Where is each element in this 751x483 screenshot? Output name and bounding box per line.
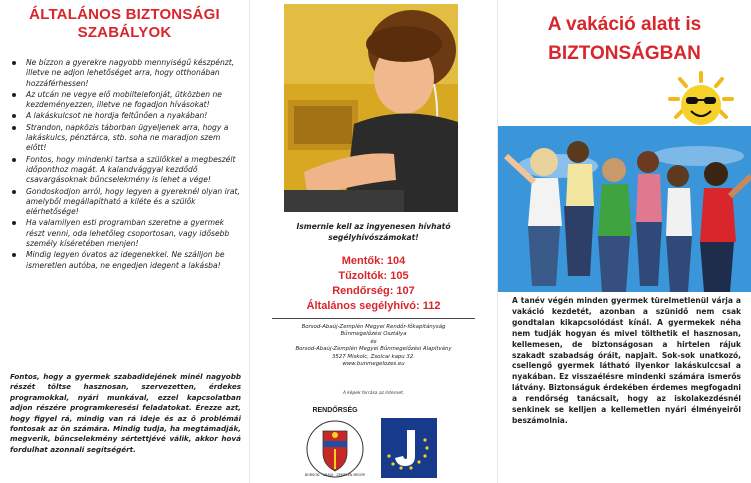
image-credit: A képek forrása az Internet. bbox=[342, 391, 405, 396]
list-item bbox=[10, 90, 241, 111]
vacation-title-line2: BIZTONSÁGBAN bbox=[548, 43, 701, 64]
bullet-icon bbox=[12, 126, 16, 130]
ambulance-number: Mentők: 104 bbox=[341, 255, 406, 267]
parent-advice-paragraph: Fontos, hogy a gyermek szabadidejének minél nagyobb részét töltse hasznosan, szervezetten, érdekes programokkal, nyári munkával, ezzel kapcsolatban adjon részére programkeresési feladatokat. Érezze azt, hogy figyel rá, mindig van rá ideje és az ő problémái fontosak az ön számára. Mindig tudja, ha megtámadják, megverik, bűncselekmény sértettjévé válik, akkor hová fordulhat azonnali segítségért. bbox=[10, 372, 241, 454]
list-item bbox=[10, 58, 241, 89]
emergency-notice-line1: Ismernie kell az ingyenesen hívható bbox=[296, 222, 451, 231]
org-line: Borsod-Abaúj-Zemplén Megyei Rendőr-főkapitányság bbox=[301, 324, 446, 330]
safety-rules-title-line2: SZABÁLYOK bbox=[77, 24, 172, 41]
safety-rules-title bbox=[0, 0, 249, 42]
org-line: Borsod-Abaúj-Zemplén Megyei Bűnmegelőzési Alapítvány bbox=[295, 346, 452, 353]
general-emergency-number: Általános segélyhívó: 112 bbox=[306, 300, 441, 312]
list-item bbox=[10, 155, 241, 186]
safety-rules-list bbox=[0, 42, 249, 271]
jumping-kids-photo bbox=[498, 126, 751, 292]
bullet-icon bbox=[12, 61, 16, 65]
list-item bbox=[10, 250, 241, 271]
rule-text: Gondoskodjon arról, hogy legyen a gyereknél olyan irat, amelyből megállapítható a kiléte és a szülők elérhetősége! bbox=[26, 186, 240, 217]
website-link[interactable]: www.bunmegelozes.eu bbox=[342, 361, 405, 368]
eu-foundation-logo-icon bbox=[381, 418, 437, 478]
bullet-icon bbox=[12, 158, 16, 162]
boy-at-computer-illustration bbox=[284, 4, 458, 212]
jumping-kids-illustration bbox=[498, 126, 751, 292]
list-item bbox=[10, 187, 241, 218]
list-item bbox=[10, 111, 241, 121]
middle-panel bbox=[250, 0, 498, 483]
police-label: RENDŐRSÉG bbox=[312, 407, 358, 414]
smiling-sun-icon bbox=[666, 71, 736, 129]
rule-text: Ne bízzon a gyerekre nagyobb mennyiségű készpénzt, illetve ne adjon lehetőséget arra, hogy otthonában hozzáférhessen! bbox=[26, 58, 235, 88]
rule-text: Fontos, hogy mindenki tartsa a szülőkkel a megbeszélt időponthoz magát. A kalandvággyal kezdődő csavargásoknak bűncselekmény is lehet a vége! bbox=[26, 154, 236, 185]
emergency-numbers bbox=[250, 254, 497, 314]
vacation-title bbox=[498, 10, 751, 68]
left-panel bbox=[0, 0, 250, 483]
bullet-icon bbox=[12, 93, 16, 97]
bullet-icon bbox=[12, 253, 16, 257]
organization-info bbox=[254, 324, 493, 368]
divider bbox=[272, 318, 475, 319]
rule-text: Ha valamilyen esti programban szeretne a gyermek részt venni, oda lehetőleg csoportosan, vagy idősebb személy kíséretében menjen! bbox=[26, 218, 230, 249]
crest-text: BORSOD · ABAÚJ · ZEMPLÉN MEGYE bbox=[305, 473, 365, 477]
emergency-notice-line2: segélyhívószámokat! bbox=[328, 232, 419, 242]
bullet-icon bbox=[12, 221, 16, 225]
county-crest-icon bbox=[305, 419, 365, 479]
rule-text: A lakáskulcsot ne hordja feltűnően a nyakában! bbox=[26, 111, 208, 121]
rule-text: Az utcán ne vegye elő mobiltelefonját, ütközben ne kezdeményezzen, illetve ne fogadjon hívásokat! bbox=[26, 89, 222, 110]
rule-text: Strandon, napközis táborban ügyeljenek arra, hogy a lakáskulcs, pénztárca, stb. soha ne maradjon szem előtt! bbox=[26, 122, 229, 153]
vacation-body-text: A tanév végén minden gyermek türelmetlenül várja a vakáció kezdetét, azonban a szünidő nem csak gondtalan kikapcsolódást kínál. A gyermekek néha nem tudják hogyan és mivel tölthetik el hasznosan, kellemesen, de biztonságosan a hirtelen rájuk szakadt szabadság óráit, napjait. Sok-sok unatkozó, csellengő gyermek látható ilyenkor lakáskulccsal a nyakában. Ez visszaélésre mindenki számára ismerős látvány. Biztonságuk érdekében érdemes megfogadni a rendőrség tanácsait, hogy az iskolakezdésnél senkinek se kelljen a kellemetlen nyári élményeiről beszámolnia. bbox=[512, 296, 741, 425]
bullet-icon bbox=[12, 114, 16, 118]
boy-at-computer-photo bbox=[284, 4, 458, 212]
firefighters-number: Tűzoltók: 105 bbox=[338, 270, 409, 282]
list-item bbox=[10, 218, 241, 249]
rule-text: Mindig legyen óvatos az idegenekkel. Ne szálljon be ismeretlen autóba, ne engedjen idegent a lakásba! bbox=[26, 250, 225, 270]
vacation-title-line1: A vakáció alatt is bbox=[547, 14, 702, 35]
police-number: Rendőrség: 107 bbox=[332, 285, 415, 297]
list-item bbox=[10, 123, 241, 154]
org-line: és bbox=[370, 338, 377, 345]
safety-rules-title-line1: ÁLTALÁNOS BIZTONSÁGI bbox=[29, 6, 220, 23]
emergency-notice bbox=[254, 222, 493, 243]
right-panel bbox=[498, 0, 751, 483]
org-line: Bűnmegelőzési Osztálya bbox=[340, 331, 407, 338]
bullet-icon bbox=[12, 190, 16, 194]
org-line: 3527 Miskolc, Zsolcai kapu 32. bbox=[331, 353, 416, 360]
